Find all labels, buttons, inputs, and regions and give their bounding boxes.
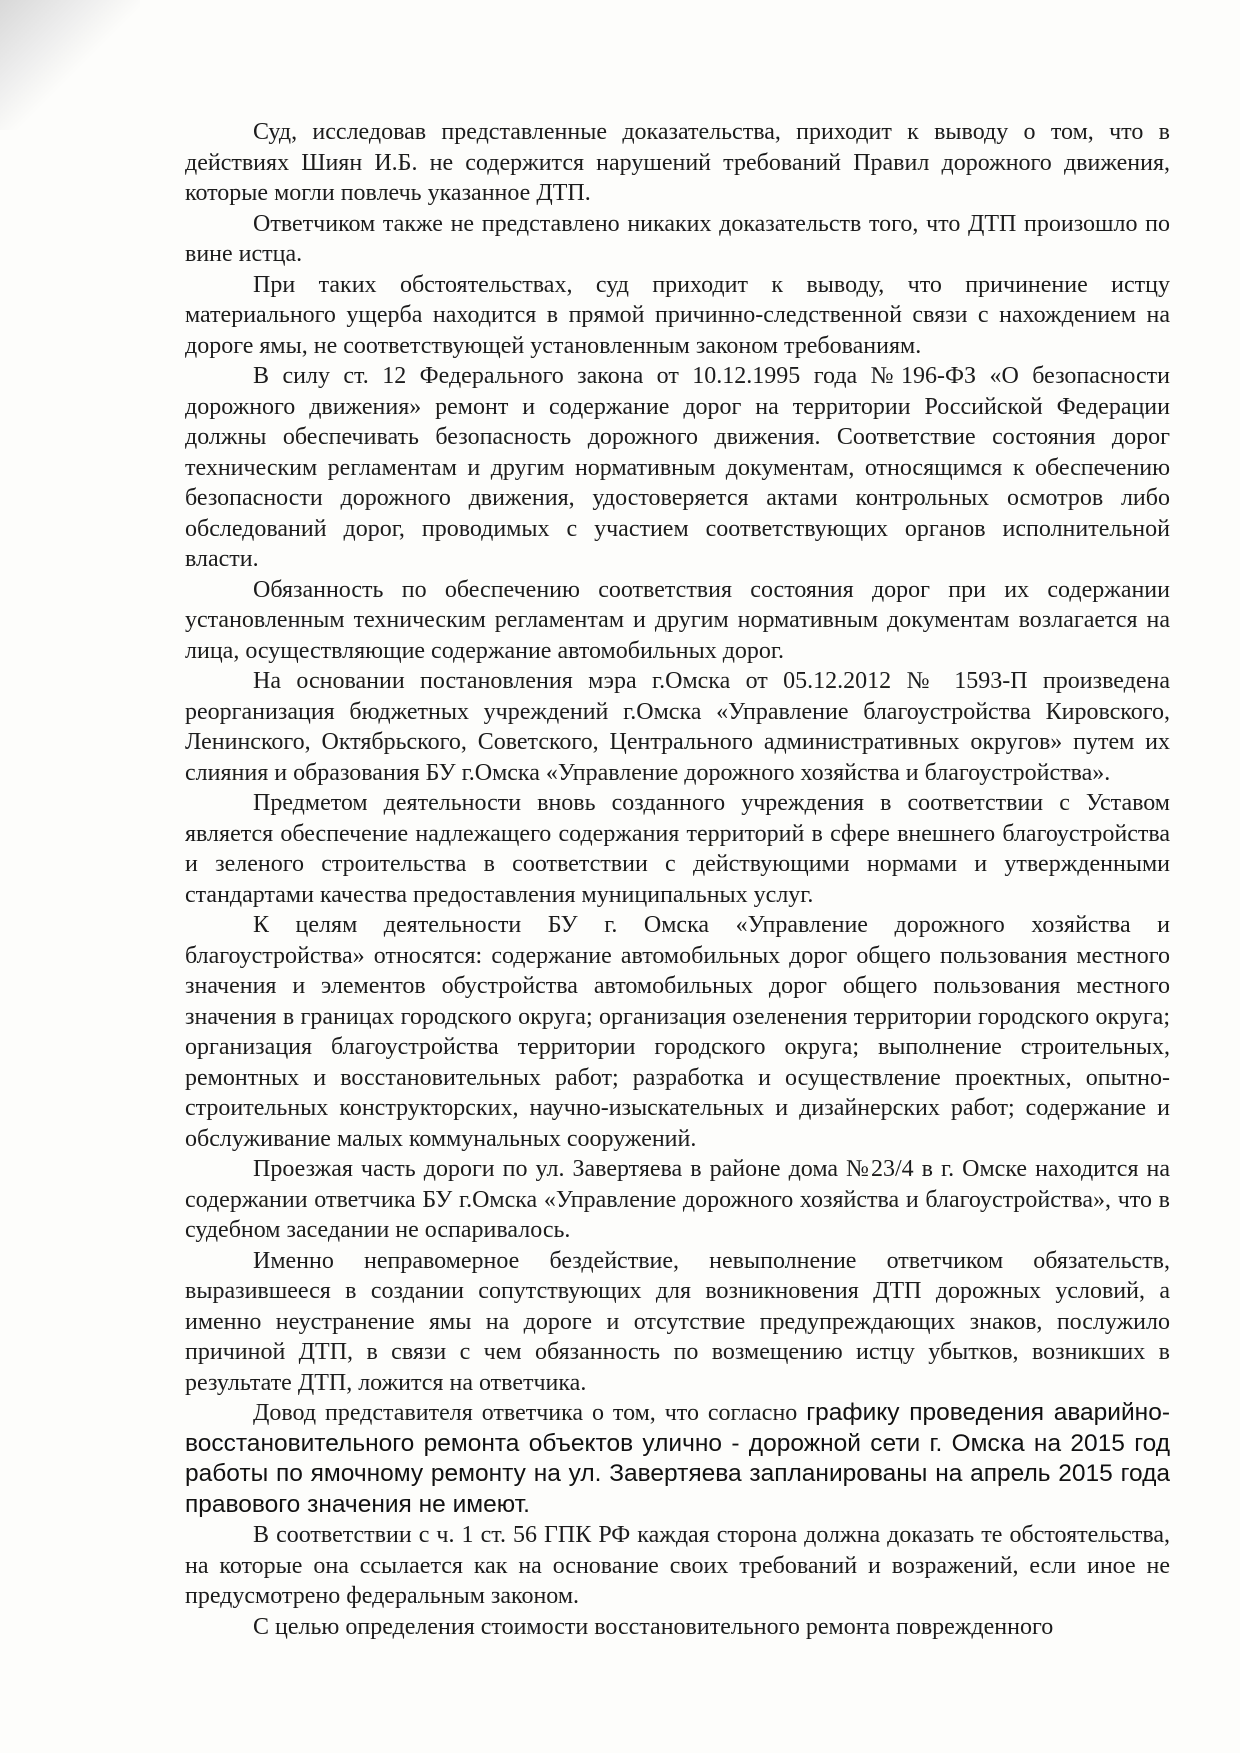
paragraph-11 <box>185 1398 1170 1520</box>
paragraph-11-serif-part: Довод представителя ответчика о том, что согласно <box>253 1400 807 1426</box>
paragraph-13: С целью определения стоимости восстановительного ремонта поврежденного <box>253 1613 1054 1640</box>
paragraph-2: Ответчиком также не представлено никаких доказательств того, что ДТП произошло по вине истца. <box>185 210 1170 267</box>
document-body <box>185 117 1170 1642</box>
paragraph-1: Суд, исследовав представленные доказательства, приходит к выводу о том, что в действиях Шиян И.Б. не содержится нарушений требований Правил дорожного движения, которые могли повлечь указанное ДТП. <box>185 119 1170 206</box>
scan-corner-shadow <box>0 0 140 130</box>
paragraph-12: В соответствии с ч. 1 ст. 56 ГПК РФ каждая сторона должна доказать те обстоятельства, на которые она ссылается как на основание своих требований и возражений, если иное не предусмотрено федеральным законом. <box>185 1522 1170 1609</box>
paragraph-5: Обязанность по обеспечению соответствия состояния дорог при их содержании установленным техническим регламентам и другим нормативным документам возлагается на лица, осуществляющие содержание автомобильных дорог. <box>185 576 1170 664</box>
paragraph-4: В силу ст. 12 Федерального закона от 10.12.1995 года №196-ФЗ «О безопасности дорожного движения» ремонт и содержание дорог на территории Российской Федерации должны обеспечивать безопасность дорожного движения. Соответствие состояния дорог техническим регламентам и другим нормативным документам, относящимся к обеспечению безопасности дорожного движения, удостоверяется актами контрольных осмотров либо обследований дорог, проводимых с участием соответствующих органов исполнительной власти. <box>185 363 1170 572</box>
paragraph-7: Предметом деятельности вновь созданного учреждения в соответствии с Уставом является обеспечение надлежащего содержания территорий в сфере внешнего благоустройства и зеленого строительства в соответствии с действующими нормами и утвержденными стандартами качества предоставления муниципальных услуг. <box>185 790 1170 908</box>
paragraph-8: К целям деятельности БУ г. Омска «Управление дорожного хозяйства и благоустройства» относятся: содержание автомобильных дорог общего пользования местного значения и элементов обустройства автомобильных дорог общего пользования местного значения в границах городского округа; организация озеленения территории городского округа; организация благоустройства территории городского округа; выполнение строительных, ремонтных и восстановительных работ; разработка и осуществление проектных, опытно-строительных конструкторских, научно-изыскательных и дизайнерских работ; содержание и обслуживание малых коммунальных сооружений. <box>185 912 1170 1152</box>
paragraph-6: На основании постановления мэра г.Омска от 05.12.2012 № 1593-П произведена реорганизация бюджетных учреждений г.Омска «Управление благоустройства Кировского, Ленинского, Октябрьского, Советского, Центрального административных округов» путем их слияния и образования БУ г.Омска «Управление дорожного хозяйства и благоустройства». <box>185 668 1170 786</box>
paragraph-9: Проезжая часть дороги по ул. Завертяева в районе дома №23/4 в г. Омске находится на содержании ответчика БУ г.Омска «Управление дорожного хозяйства и благоустройства», что в судебном заседании не оспаривалось. <box>185 1156 1170 1243</box>
paragraph-11-sans-part: графику проведения аварийно-восстановительного ремонта объектов улично - дорожной сети г. Омска на 2015 год работы по ямочному ремонту на ул. Завертяева запланированы на апрель 2015 года правового значения не имеют. <box>185 1399 1170 1518</box>
paragraph-10: Именно неправомерное бездействие, невыполнение ответчиком обязательств, выразившееся в создании сопутствующих для возникновения ДТП дорожных условий, а именно неустранение ямы на дороге и отсутствие предупреждающих знаков, послужило причиной ДТП, в связи с чем обязанность по возмещению истцу убытков, возникших в результате ДТП, ложится на ответчика. <box>185 1247 1170 1396</box>
paragraph-3: При таких обстоятельствах, суд приходит к выводу, что причинение истцу материального ущерба находится в прямой причинно-следственной связи с нахождением на дороге ямы, не соответствующей установленным законом требованиям. <box>185 271 1170 359</box>
